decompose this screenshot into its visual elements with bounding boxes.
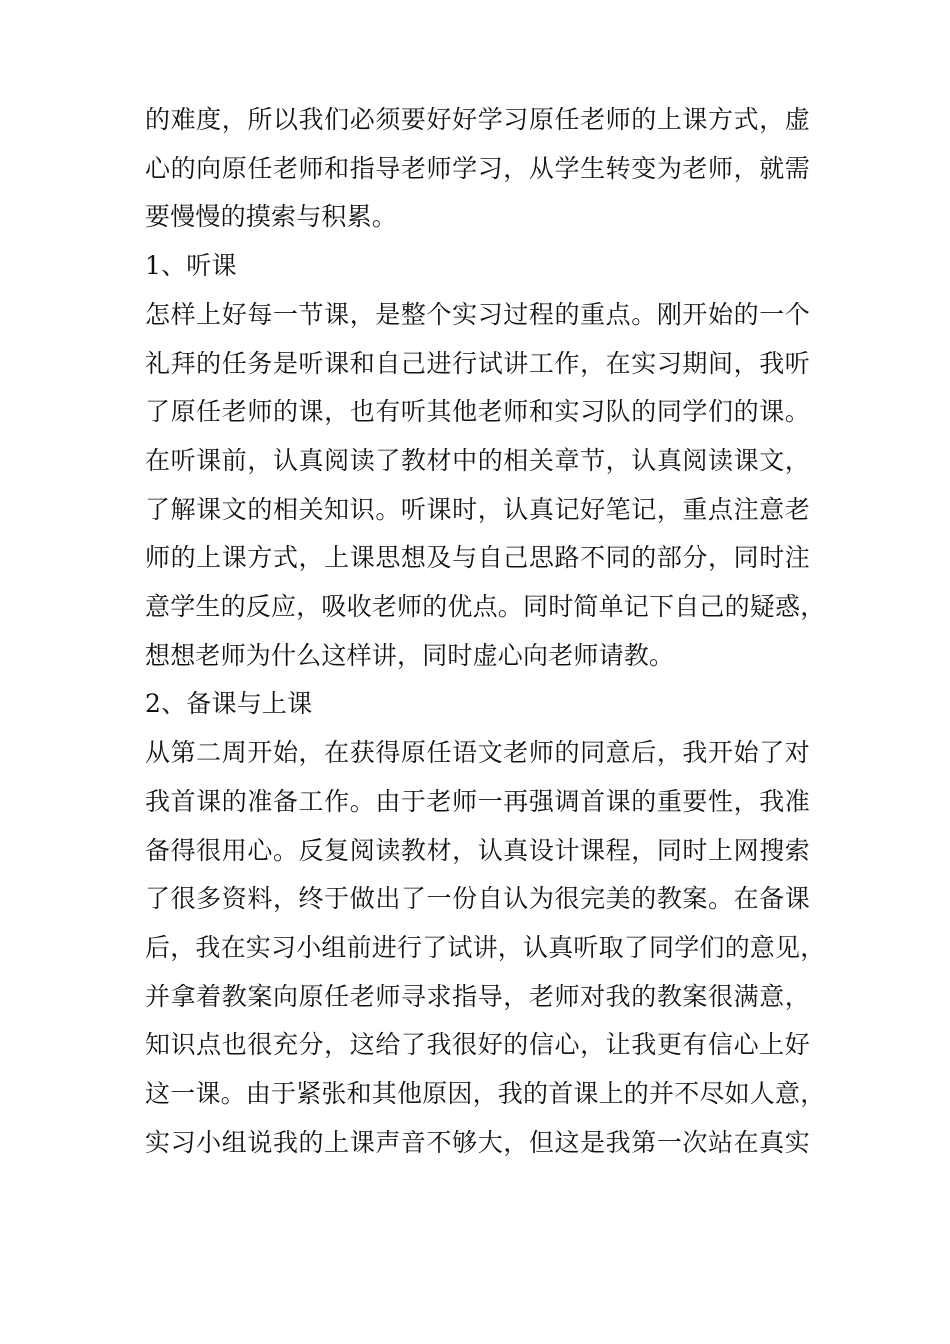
text-line-15: 我首课的准备工作。由于老师一再强调首课的重要性，我准 [145,786,810,816]
text-line-18: 后，我在实习小组前进行了试讲，认真听取了同学们的意见， [145,932,826,962]
text-line-2: 心的向原任老师和指导老师学习，从学生转变为老师，就需 [145,153,810,183]
text-line-8: 在听课前，认真阅读了教材中的相关章节，认真阅读课文， [145,445,810,475]
section-heading-listening: 1、听课 [145,251,237,281]
text-line-22: 实习小组说我的上课声音不够大，但这是我第一次站在真实 [145,1127,810,1157]
text-line-3: 要慢慢的摸索与积累。 [145,202,398,232]
text-line-20: 知识点也很充分，这给了我很好的信心，让我更有信心上好 [145,1030,810,1060]
text-line-6: 礼拜的任务是听课和自己进行试讲工作，在实习期间，我听 [145,348,810,378]
text-line-10: 师的上课方式，上课思想及与自己思路不同的部分，同时注 [145,543,810,573]
text-line-17: 了很多资料，终于做出了一份自认为很完美的教案。在备课 [145,884,810,914]
text-line-7: 了原任老师的课，也有听其他老师和实习队的同学们的课。 [145,397,810,427]
text-line-21: 这一课。由于紧张和其他原因，我的首课上的并不尽如人意， [145,1079,826,1109]
document-page [145,96,826,1167]
text-line-1: 的难度，所以我们必须要好好学习原任老师的上课方式，虚 [145,105,810,134]
section-heading-preparation: 2、备课与上课 [145,689,313,719]
text-line-9: 了解课文的相关知识。听课时，认真记好笔记，重点注意老 [145,494,810,524]
text-line-5: 怎样上好每一节课，是整个实习过程的重点。刚开始的一个 [145,299,810,329]
text-line-19: 并拿着教案向原任老师寻求指导，老师对我的教案很满意， [145,981,810,1011]
text-line-11: 意学生的反应，吸收老师的优点。同时简单记下自己的疑惑， [145,592,826,622]
text-line-12: 想想老师为什么这样讲，同时虚心向老师请教。 [145,640,675,670]
text-line-16: 备得很用心。反复阅读教材，认真设计课程，同时上网搜索 [145,835,810,865]
text-line-14: 从第二周开始，在获得原任语文老师的同意后，我开始了对 [145,738,810,768]
